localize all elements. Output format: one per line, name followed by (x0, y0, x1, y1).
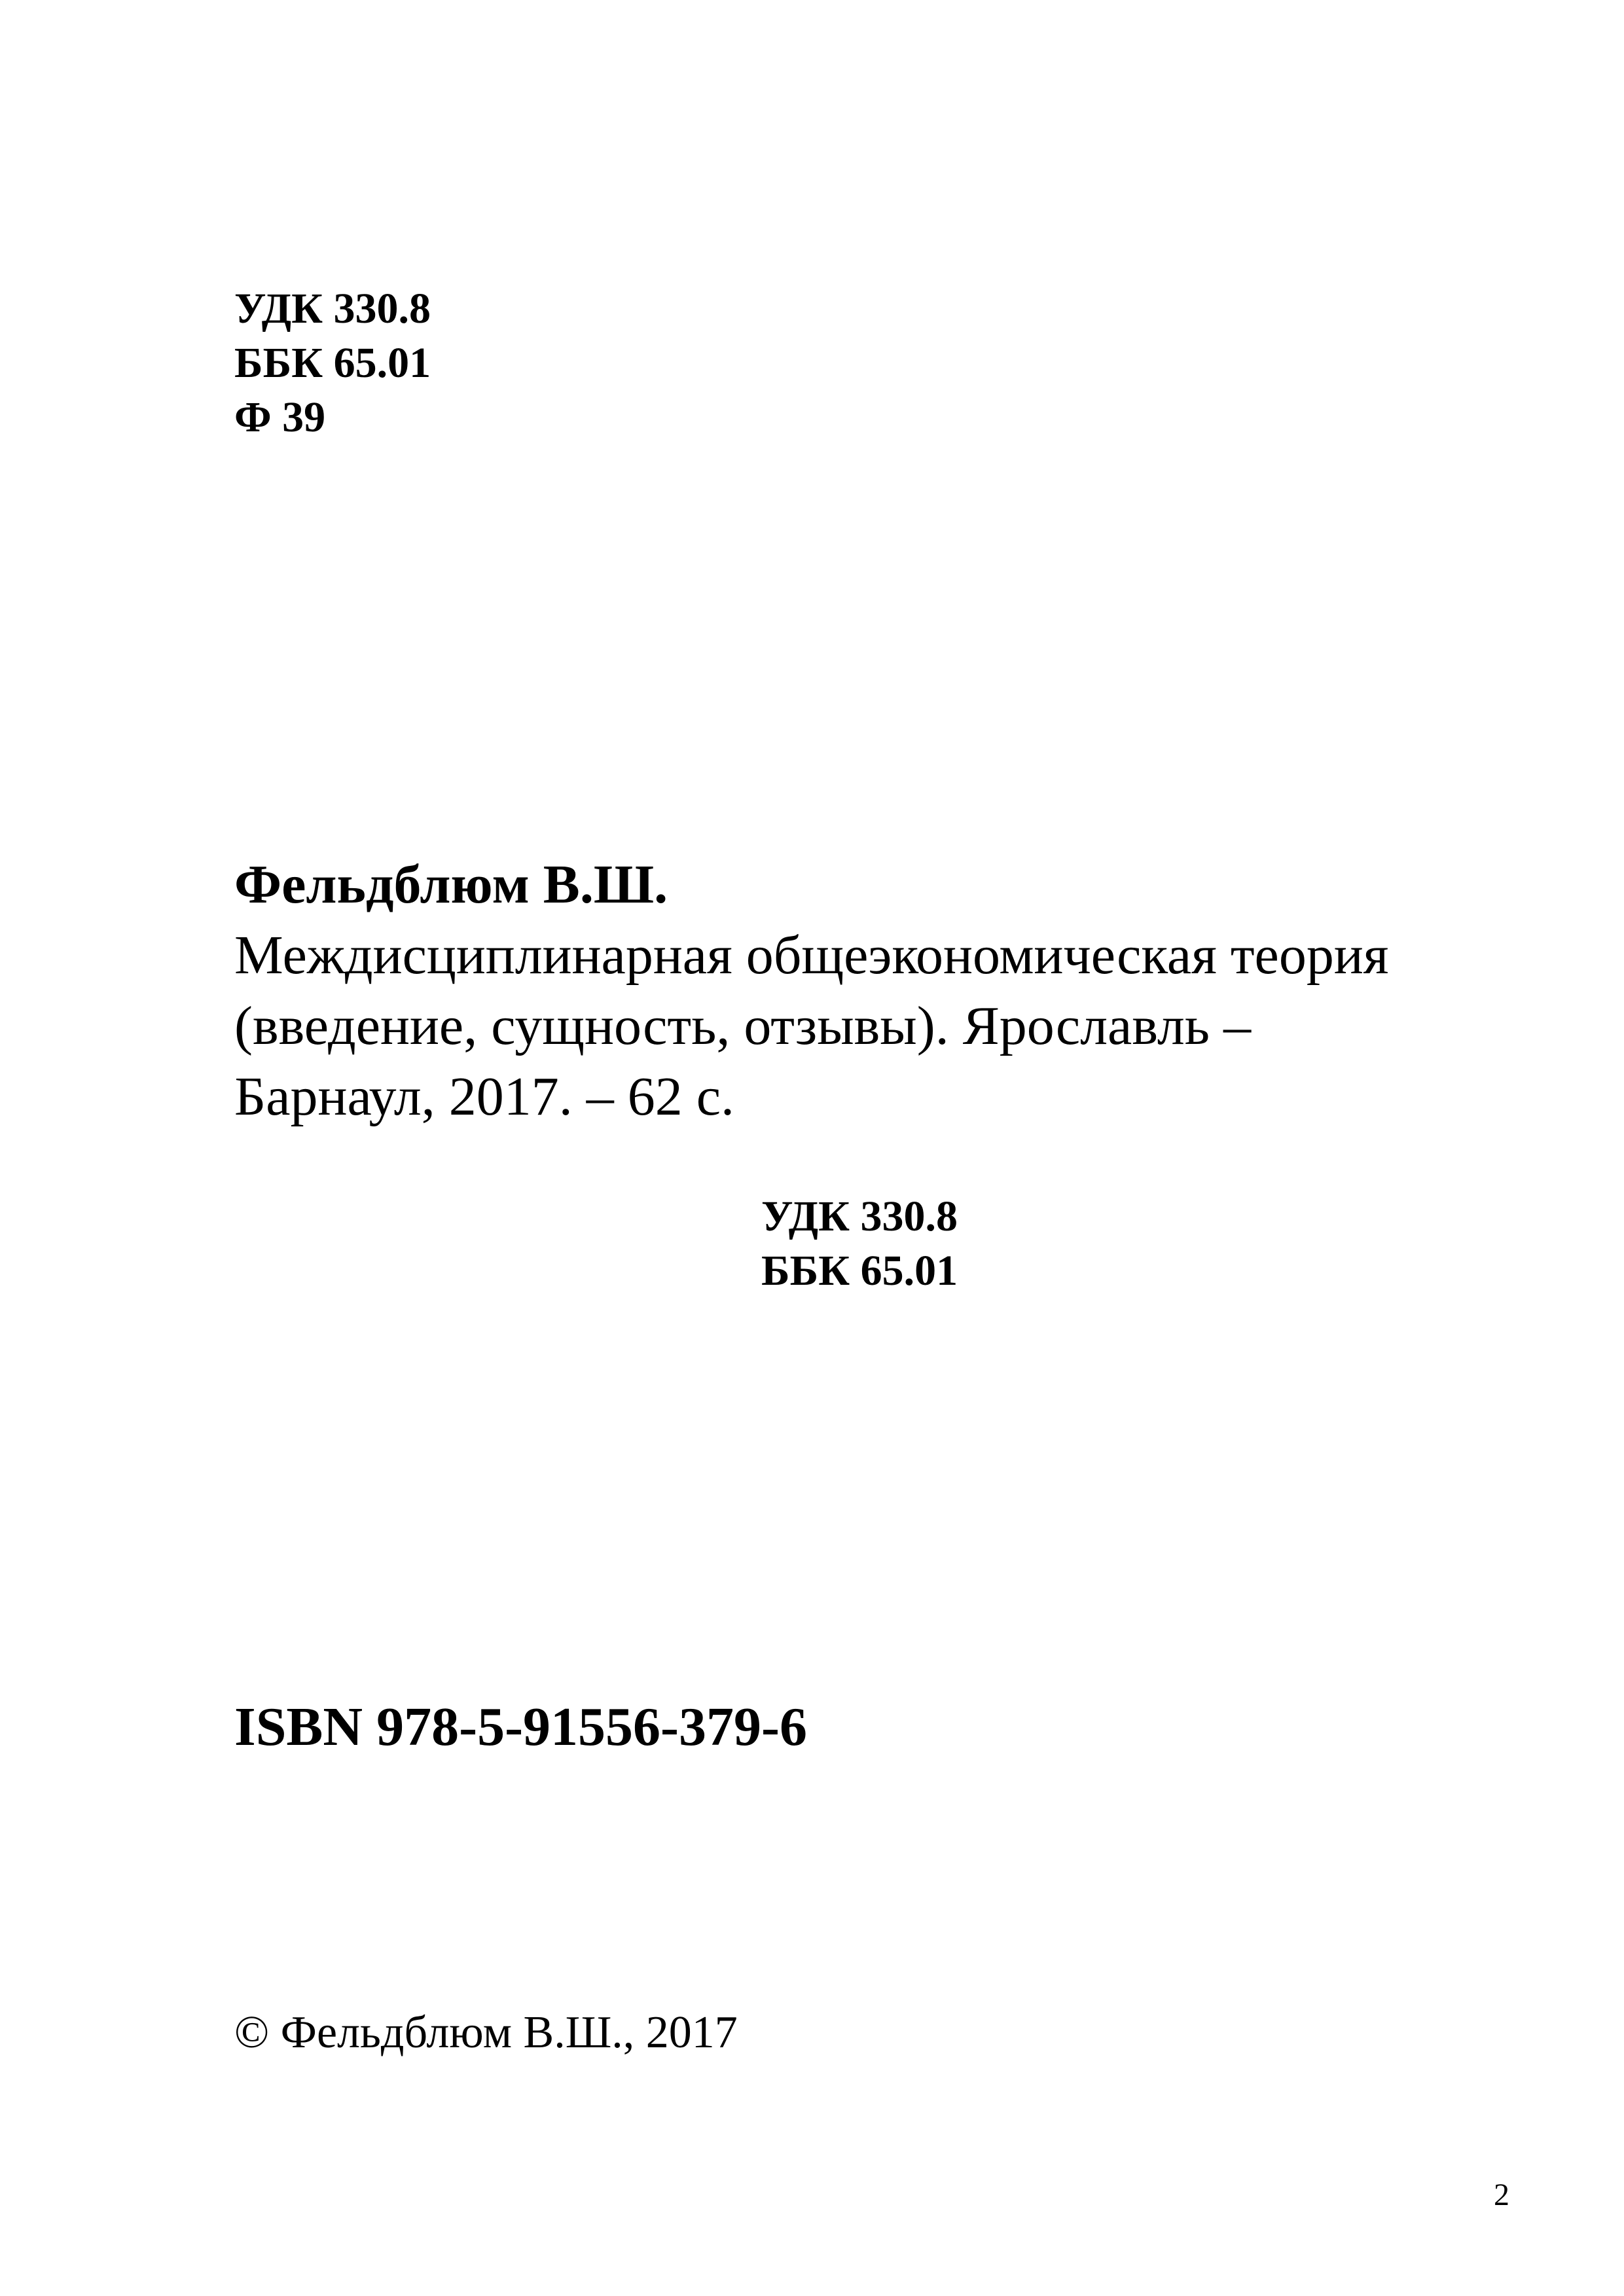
copyright-notice: © Фельдблюм В.Ш., 2017 (234, 2007, 738, 2058)
bbk-code: ББК 65.01 (234, 339, 431, 387)
author-name: Фельдблюм В.Ш. (234, 854, 668, 915)
udk-code: УДК 330.8 (761, 1193, 958, 1240)
bibliographic-record (234, 850, 1388, 1132)
udk-code: УДК 330.8 (234, 285, 431, 332)
page-number: 2 (1494, 2178, 1509, 2212)
classification-codes-right (761, 1189, 958, 1298)
isbn: ISBN 978-5-91556-379-6 (234, 1696, 807, 1757)
bibliographic-line: (введение, сущность, отзывы). Ярославль – (234, 996, 1252, 1056)
bbk-code: ББК 65.01 (761, 1247, 958, 1295)
author-mark: Ф 39 (234, 393, 326, 441)
bibliographic-line: Барнаул, 2017. – 62 с. (234, 1066, 734, 1127)
classification-codes-top (234, 281, 431, 444)
bibliographic-line: Междисциплинарная общеэкономическая теория (234, 925, 1389, 986)
